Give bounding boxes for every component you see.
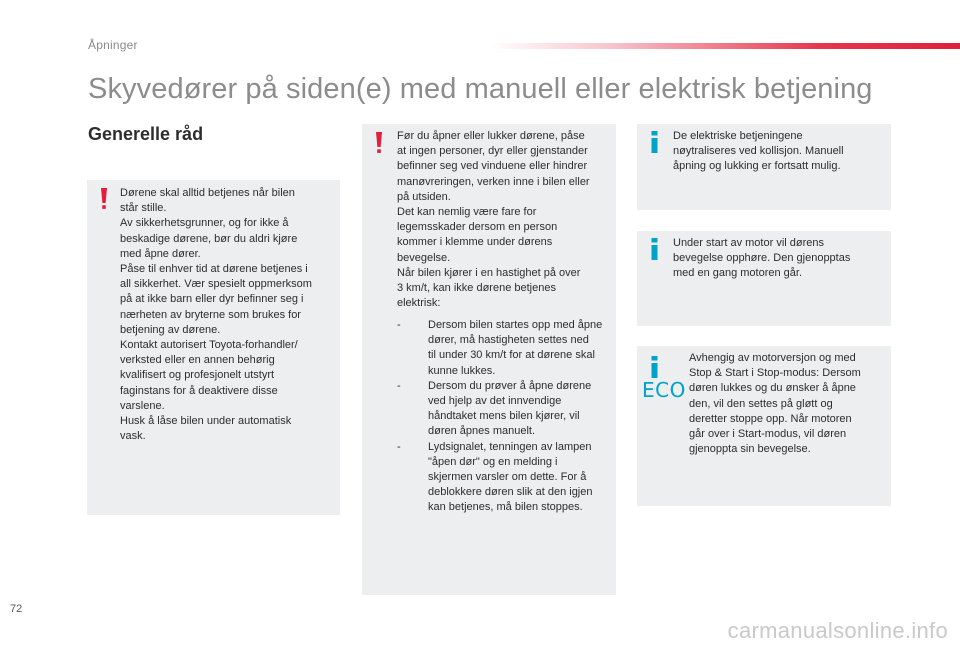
page-title: Skyvedører på siden(e) med manuell eller elektrisk betjening: [88, 73, 873, 105]
watermark: carmanualsonline.info: [727, 618, 948, 643]
safety-warning-list: [397, 318, 615, 516]
list-item-text: Lydsignalet, tenningen av lampen "åpen dør" og en melding i skjermen varsler om dette. For å deblokkere døren slik at den igjen kan betjenes, må bilen stoppes.: [428, 440, 593, 514]
engine-start-info-panel: [637, 231, 891, 326]
section-heading: Generelle råd: [88, 124, 204, 144]
collision-info-panel: [637, 124, 891, 210]
safety-warning-intro: Før du åpner eller lukker dørene, påse at ingen personer, dyr eller gjenstander befinner seg ved vinduene eller hindrer manøvreringen, verken inne i bilen eller på utsiden. Det kan nemlig være fare for legemsskader dersom en person kommer i klemme under dørens bevegelse. Når bilen kjører i en hastighet på over 3 km/t, kan ikke dørene betjenes elektrisk:: [397, 130, 590, 310]
list-item: [397, 318, 615, 379]
general-advice-panel: [87, 180, 340, 515]
list-item-text: Dersom du prøver å åpne dørene ved hjelp av det innvendige håndtaket mens bilen kjører, vil døren åpnes manuelt.: [428, 379, 592, 438]
section-label: Åpninger: [88, 38, 138, 52]
info-i-icon: [651, 356, 658, 378]
warning-exclamation-icon: [100, 188, 108, 210]
safety-warning-panel: [362, 124, 616, 595]
list-item-text: Dersom bilen startes opp med åpne dører, må hastigheten settes ned til under 30 km/t for at dørene skal kunne lukkes.: [428, 319, 603, 377]
list-dash: -: [397, 440, 401, 453]
list-dash: -: [397, 379, 401, 392]
list-dash: -: [397, 319, 401, 331]
page-number: 72: [10, 603, 23, 615]
warning-exclamation-icon: [375, 132, 383, 154]
list-item: [397, 440, 615, 516]
info-i-icon: [651, 238, 658, 260]
general-advice-text: Dørene skal alltid betjenes når bilen står stille. Av sikkerhetsgrunner, og for ikke å beskadige dørene, bør du aldri kjøre med åpne dører. Påse til enhver tid at dørene betjenes i all sikkerhet. Vær spesielt oppmerksom på at ikke barn eller dyr befinner seg i nærheten av bryterne som brukes for betjening av dørene. Kontakt autorisert Toyota-forhandler/ verksted eller en annen behørig kvalifisert og profesjonelt utstyrt faginstans for å deaktivere disse varslene. Husk å låse bilen under automatisk vask.: [120, 187, 312, 443]
info-i-icon: [651, 131, 658, 153]
eco-icon: ECO: [642, 378, 686, 402]
stop-start-info-panel: [637, 346, 891, 506]
list-item: [397, 379, 615, 440]
header-accent-bar: [490, 43, 960, 49]
stop-start-info-text: Avhengig av motorversjon og med Stop & Start i Stop-modus: Dersom døren lukkes og du ønsker å åpne den, vil den settes på gløtt og deretter stoppe opp. Når motoren går over i Start-modus, vil døren gjenoppta sin bevegelse.: [689, 352, 861, 456]
collision-info-text: De elektriske betjeningene nøytraliseres ved kollisjon. Manuell åpning og lukking er fortsatt mulig.: [673, 130, 844, 173]
engine-start-info-text: Under start av motor vil dørens bevegelse opphøre. Den gjenopptas med en gang motoren går.: [673, 237, 851, 280]
